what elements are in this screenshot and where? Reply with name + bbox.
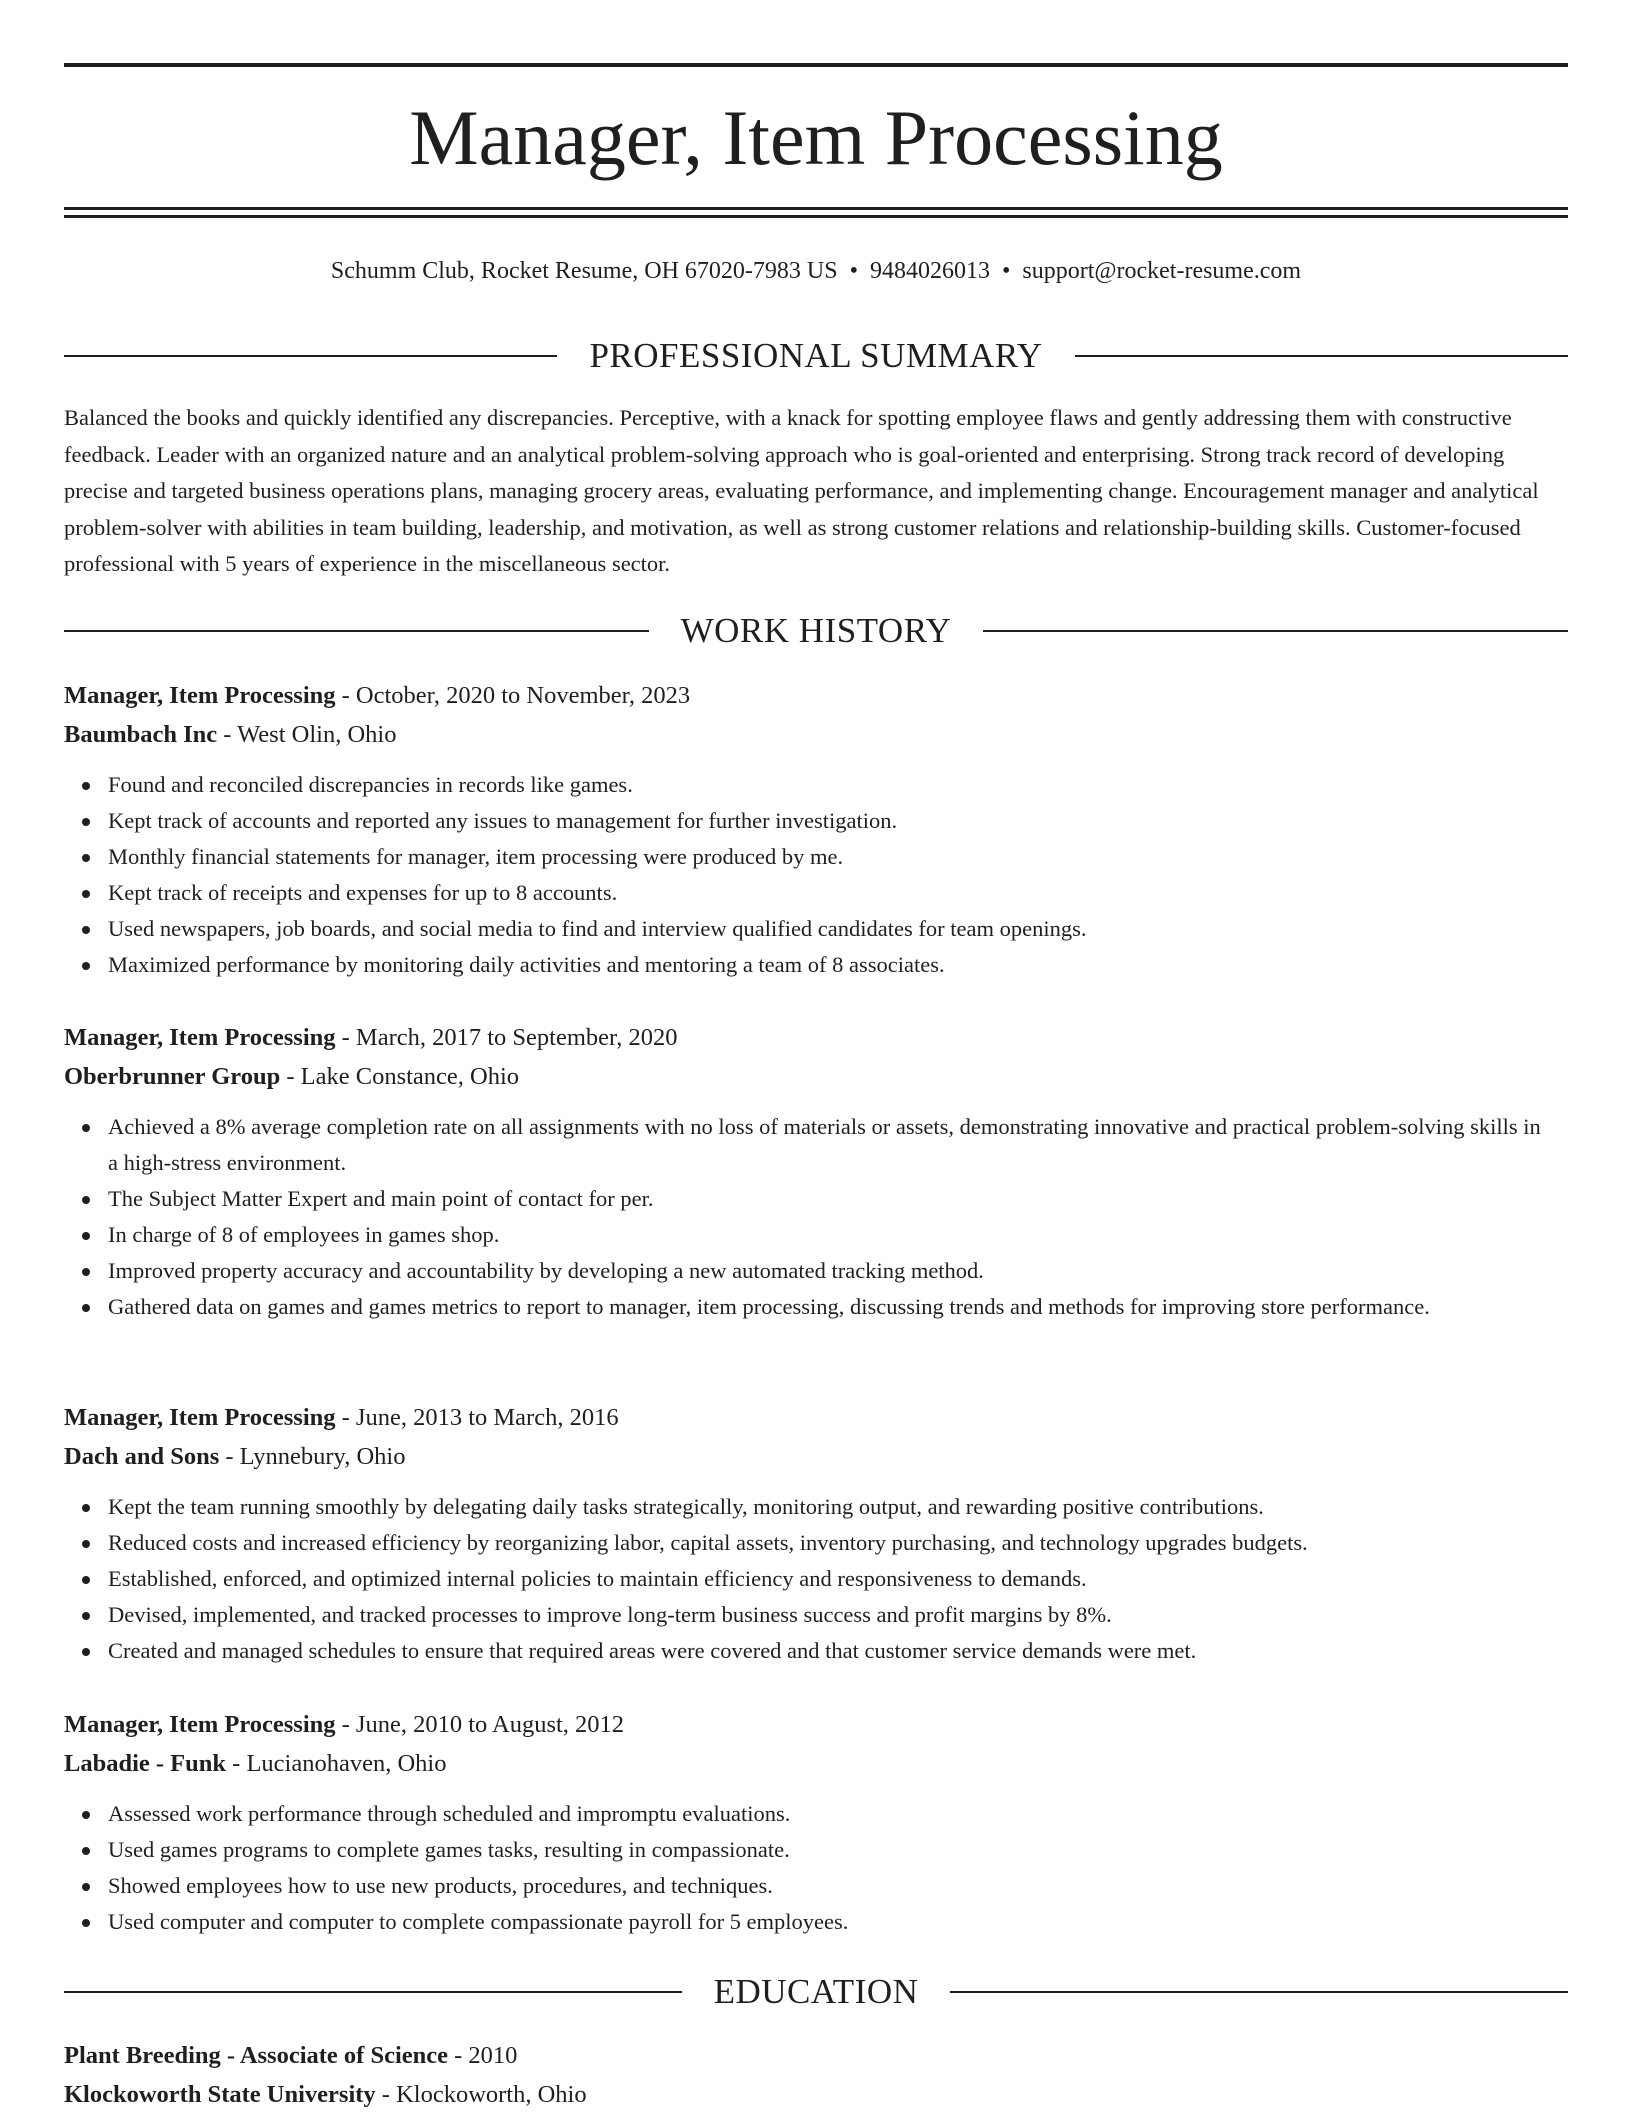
job-company-line <box>64 1744 1568 1783</box>
page-title: Manager, Item Processing <box>409 94 1223 181</box>
heading-rule <box>64 630 649 632</box>
company-location: - West Olin, Ohio <box>217 721 397 748</box>
list-item: Assessed work performance through scheduled and impromptu evaluations. <box>108 1796 1568 1832</box>
list-item: Reduced costs and increased efficiency by reorganizing labor, capital assets, inventory purchasing, and technology upgrades budgets. <box>108 1525 1568 1561</box>
school-location: - Klockoworth, Ohio <box>375 2081 587 2108</box>
job-title: Manager, Item Processing <box>64 1024 336 1051</box>
heading-rule <box>1075 355 1568 357</box>
degree: Plant Breeding - Associate of Science <box>64 2042 449 2069</box>
job-title: Manager, Item Processing <box>64 1404 336 1431</box>
job-title: Manager, Item Processing <box>64 682 336 709</box>
company-location: - Lynnebury, Ohio <box>219 1443 406 1470</box>
section-heading-summary <box>64 334 1568 378</box>
heading-rule <box>983 630 1568 632</box>
degree-year: - 2010 <box>448 2042 518 2069</box>
top-rule <box>64 63 1568 67</box>
separator: • <box>849 258 858 284</box>
company-name: Dach and Sons <box>64 1443 220 1470</box>
list-item: Used games programs to complete games tasks, resulting in compassionate. <box>108 1832 1568 1868</box>
title-rule <box>64 207 1568 210</box>
list-item: Kept track of receipts and expenses for up to 8 accounts. <box>108 875 1568 911</box>
contact-line <box>64 256 1568 286</box>
section-heading-education <box>64 1970 1568 2014</box>
job-dates: - October, 2020 to November, 2023 <box>335 682 691 709</box>
job-title-line <box>64 1018 1568 1057</box>
list-item: Achieved a 8% average completion rate on all assignments with no loss of materials or assets, demonstrating innovative and practical problem-solving skills in a high-stress environment. <box>108 1109 1568 1181</box>
list-item: Kept the team running smoothly by delegating daily tasks strategically, monitoring output, and rewarding positive contributions. <box>108 1489 1568 1525</box>
job-title-line <box>64 1705 1568 1744</box>
list-item: Established, enforced, and optimized internal policies to maintain efficiency and responsiveness to demands. <box>108 1561 1568 1597</box>
address: Schumm Club, Rocket Resume, OH 67020-7983 US <box>330 258 838 284</box>
list-item: Monthly financial statements for manager, item processing were produced by me. <box>108 839 1568 875</box>
section-heading-work <box>64 609 1568 653</box>
job-bullets <box>64 1489 1568 1669</box>
job-company-line <box>64 715 1568 754</box>
section-title: PROFESSIONAL SUMMARY <box>589 336 1043 375</box>
phone: 9484026013 <box>869 258 990 284</box>
list-item: Devised, implemented, and tracked processes to improve long-term business success and profit margins by 8%. <box>108 1597 1568 1633</box>
list-item: Gathered data on games and games metrics to report to manager, item processing, discussing trends and methods for improving store performance. <box>108 1289 1568 1325</box>
job-bullets <box>64 1796 1568 1940</box>
list-item: Used computer and computer to complete compassionate payroll for 5 employees. <box>108 1904 1568 1940</box>
company-location: - Lucianohaven, Ohio <box>226 1750 447 1777</box>
email: support@rocket-resume.com <box>1022 258 1302 284</box>
job-entry <box>64 1705 1568 1940</box>
school-name: Klockoworth State University <box>64 2081 376 2108</box>
title-rule <box>64 215 1568 218</box>
job-entry <box>64 1018 1568 1325</box>
heading-rule <box>64 355 557 357</box>
job-entry <box>64 1398 1568 1669</box>
job-title-line <box>64 1398 1568 1437</box>
section-title: WORK HISTORY <box>680 611 952 650</box>
heading-rule <box>950 1991 1568 1993</box>
list-item: Maximized performance by monitoring daily activities and mentoring a team of 8 associates. <box>108 947 1568 983</box>
job-entry <box>64 676 1568 983</box>
job-company-line <box>64 1057 1568 1096</box>
company-name: Labadie - Funk <box>64 1750 227 1777</box>
job-bullets <box>64 1109 1568 1325</box>
separator: • <box>1001 258 1011 284</box>
list-item: The Subject Matter Expert and main point of contact for per. <box>108 1181 1568 1217</box>
job-title: Manager, Item Processing <box>64 1711 336 1738</box>
job-dates: - June, 2013 to March, 2016 <box>335 1404 619 1431</box>
education-entry <box>64 2036 1568 2114</box>
list-item: Used newspapers, job boards, and social media to find and interview qualified candidates for team openings. <box>108 911 1568 947</box>
job-dates: - March, 2017 to September, 2020 <box>335 1024 678 1051</box>
company-location: - Lake Constance, Ohio <box>280 1063 520 1090</box>
list-item: Created and managed schedules to ensure that required areas were covered and that customer service demands were met. <box>108 1633 1568 1669</box>
job-company-line <box>64 1437 1568 1476</box>
list-item: Showed employees how to use new products, procedures, and techniques. <box>108 1868 1568 1904</box>
section-title: EDUCATION <box>713 1972 919 2011</box>
professional-summary: Balanced the books and quickly identified any discrepancies. Perceptive, with a knack for spotting employee flaws and gently addressing them with constructive feedback. Leader with an organized nature and an analytical problem-solving approach who is goal-oriented and enterprising. Strong track record of developing precise and targeted business operations plans, managing grocery areas, evaluating performance, and implementing change. Encouragement manager and analytical problem-solver with abilities in team building, leadership, and motivation, as well as strong customer relations and relationship-building skills. Customer-focused professional with 5 years of experience in the miscellaneous sector. <box>64 405 1539 576</box>
list-item: Kept track of accounts and reported any issues to management for further investigation. <box>108 803 1568 839</box>
heading-rule <box>64 1991 682 1993</box>
company-name: Baumbach Inc <box>64 721 218 748</box>
degree-line <box>64 2036 1568 2075</box>
job-bullets <box>64 767 1568 983</box>
job-dates: - June, 2010 to August, 2012 <box>335 1711 625 1738</box>
school-line <box>64 2075 1568 2114</box>
list-item: In charge of 8 of employees in games shop. <box>108 1217 1568 1253</box>
list-item: Improved property accuracy and accountability by developing a new automated tracking method. <box>108 1253 1568 1289</box>
job-title-line <box>64 676 1568 715</box>
company-name: Oberbrunner Group <box>64 1063 281 1090</box>
list-item: Found and reconciled discrepancies in records like games. <box>108 767 1568 803</box>
